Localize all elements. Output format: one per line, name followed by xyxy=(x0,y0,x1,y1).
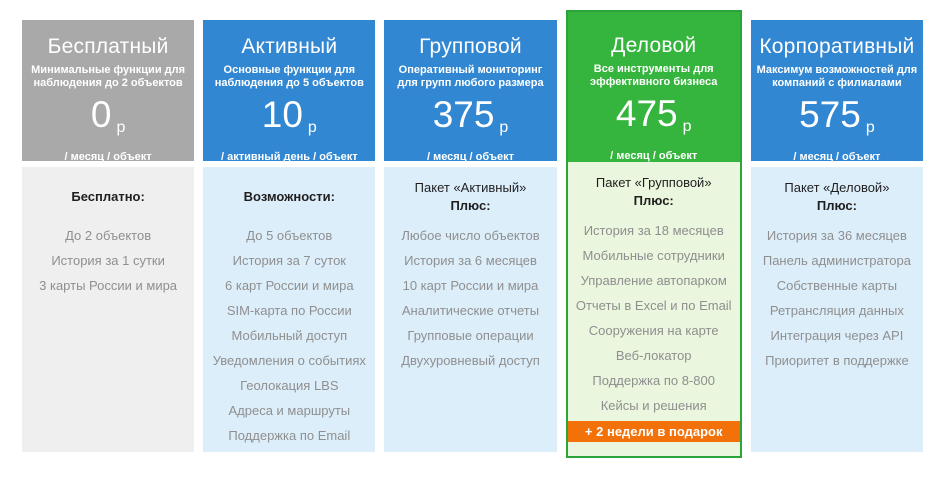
plan-header xyxy=(22,20,194,161)
feature-item: Любое число объектов xyxy=(401,228,540,243)
feature-item: Групповые операции xyxy=(407,328,534,343)
plan-period: / месяц / объект xyxy=(64,151,152,163)
feature-item: История за 1 сутки xyxy=(51,253,165,268)
features-heading xyxy=(203,173,375,221)
feature-item: Панель администратора xyxy=(762,253,911,268)
plan-price xyxy=(384,96,556,142)
plan-title: Бесплатный xyxy=(47,35,169,58)
feature-item: Поддержка по 8-800 xyxy=(592,373,715,388)
plan-period: / активный день / объект xyxy=(221,151,358,163)
feature-item: 10 карт России и мира xyxy=(402,278,539,293)
plan-body xyxy=(568,162,740,456)
feature-item: Геолокация LBS xyxy=(240,378,339,393)
features-list xyxy=(751,223,923,373)
features-list xyxy=(384,223,556,373)
plan-price xyxy=(751,96,923,142)
feature-item: История за 7 суток xyxy=(232,253,346,268)
features-heading-line2: Плюс: xyxy=(450,198,491,213)
features-heading xyxy=(751,173,923,221)
plan-header xyxy=(384,20,556,161)
price-currency: р xyxy=(865,119,875,136)
plan-card-group[interactable] xyxy=(384,20,556,452)
feature-item: Поддержка по Email xyxy=(228,428,351,443)
plan-subtitle: Основные функции для наблюдения до 5 объектов xyxy=(214,64,364,89)
features-heading xyxy=(22,173,194,221)
feature-item: Интеграция через API xyxy=(770,328,904,343)
features-list xyxy=(22,223,194,298)
plan-body xyxy=(203,167,375,452)
feature-item: Мобильные сотрудники xyxy=(582,248,725,263)
plan-price xyxy=(22,96,194,142)
features-heading xyxy=(568,168,740,216)
feature-item: 6 карт России и мира xyxy=(225,278,354,293)
feature-item: Ретрансляция данных xyxy=(769,303,904,318)
price-number: 575 xyxy=(799,94,861,135)
feature-item: SIM-карта по России xyxy=(226,303,352,318)
feature-item: До 5 объектов xyxy=(246,228,333,243)
price-number: 10 xyxy=(261,94,303,135)
features-heading-line1: Пакет «Активный» xyxy=(414,180,527,195)
plan-subtitle: Все инструменты для эффективного бизнеса xyxy=(590,63,718,88)
plan-card-corporate[interactable] xyxy=(751,20,923,452)
features-heading-line1: Пакет «Деловой» xyxy=(784,180,890,195)
feature-item: Собственные карты xyxy=(776,278,898,293)
features-heading-line1: Пакет «Групповой» xyxy=(595,175,712,190)
features-heading-line2: Бесплатно: xyxy=(71,189,145,204)
price-number: 475 xyxy=(615,93,678,134)
feature-item: История за 36 месяцев xyxy=(766,228,907,243)
feature-item: До 2 объектов xyxy=(65,228,152,243)
feature-item: Кейсы и решения xyxy=(600,398,707,413)
feature-item: Двухуровневый доступ xyxy=(401,353,540,368)
plan-body xyxy=(384,167,556,452)
plan-body xyxy=(22,167,194,452)
features-heading-line2: Возможности: xyxy=(243,189,335,204)
features-heading-line2: Плюс: xyxy=(816,198,857,213)
feature-item: Адреса и маршруты xyxy=(228,403,351,418)
price-currency: р xyxy=(682,118,692,135)
plan-title: Корпоративный xyxy=(759,35,915,58)
feature-item: История за 6 месяцев xyxy=(404,253,537,268)
plan-subtitle: Максимум возможностей для компаний с филиалами xyxy=(756,64,918,89)
price-currency: р xyxy=(116,119,126,136)
feature-item: Веб-локатор xyxy=(615,348,692,363)
plan-subtitle: Минимальные функции для наблюдения до 2 объектов xyxy=(31,64,186,89)
feature-item: История за 18 месяцев xyxy=(583,223,724,238)
feature-item: Уведомления о событиях xyxy=(212,353,366,368)
feature-item: 3 карты России и мира xyxy=(39,278,178,293)
feature-item: Аналитические отчеты xyxy=(401,303,540,318)
plan-header xyxy=(203,20,375,161)
plan-period: / месяц / объект xyxy=(793,151,881,163)
plan-title: Активный xyxy=(241,35,338,58)
feature-item: Мобильный доступ xyxy=(231,328,348,343)
feature-item: Отчеты в Excel и по Email xyxy=(575,298,732,313)
plan-header xyxy=(751,20,923,161)
plan-period: / месяц / объект xyxy=(426,151,515,163)
plan-price xyxy=(568,95,740,141)
plan-subtitle: Оперативный мониторинг для групп любого размера xyxy=(397,64,544,89)
features-list xyxy=(203,223,375,448)
feature-item: Управление автопарком xyxy=(580,273,727,288)
price-number: 0 xyxy=(90,94,112,135)
feature-item: Сооружения на карте xyxy=(588,323,719,338)
plan-card-active[interactable] xyxy=(203,20,375,452)
features-heading-line2: Плюс: xyxy=(633,193,674,208)
plan-title: Групповой xyxy=(419,35,522,58)
features-heading xyxy=(384,173,556,221)
plan-title: Деловой xyxy=(611,34,697,57)
plan-body xyxy=(751,167,923,452)
price-number: 375 xyxy=(432,94,495,135)
features-list xyxy=(568,218,740,418)
price-currency: р xyxy=(499,119,509,136)
plan-header xyxy=(568,12,740,162)
gift-banner: + 2 недели в подарок xyxy=(568,421,740,442)
plan-card-business[interactable] xyxy=(566,10,742,458)
feature-item: Приоритет в поддержке xyxy=(765,353,909,368)
price-currency: р xyxy=(307,119,317,136)
plan-card-free[interactable] xyxy=(22,20,194,452)
plan-price xyxy=(203,96,375,142)
plan-period: / месяц / объект xyxy=(610,150,698,162)
